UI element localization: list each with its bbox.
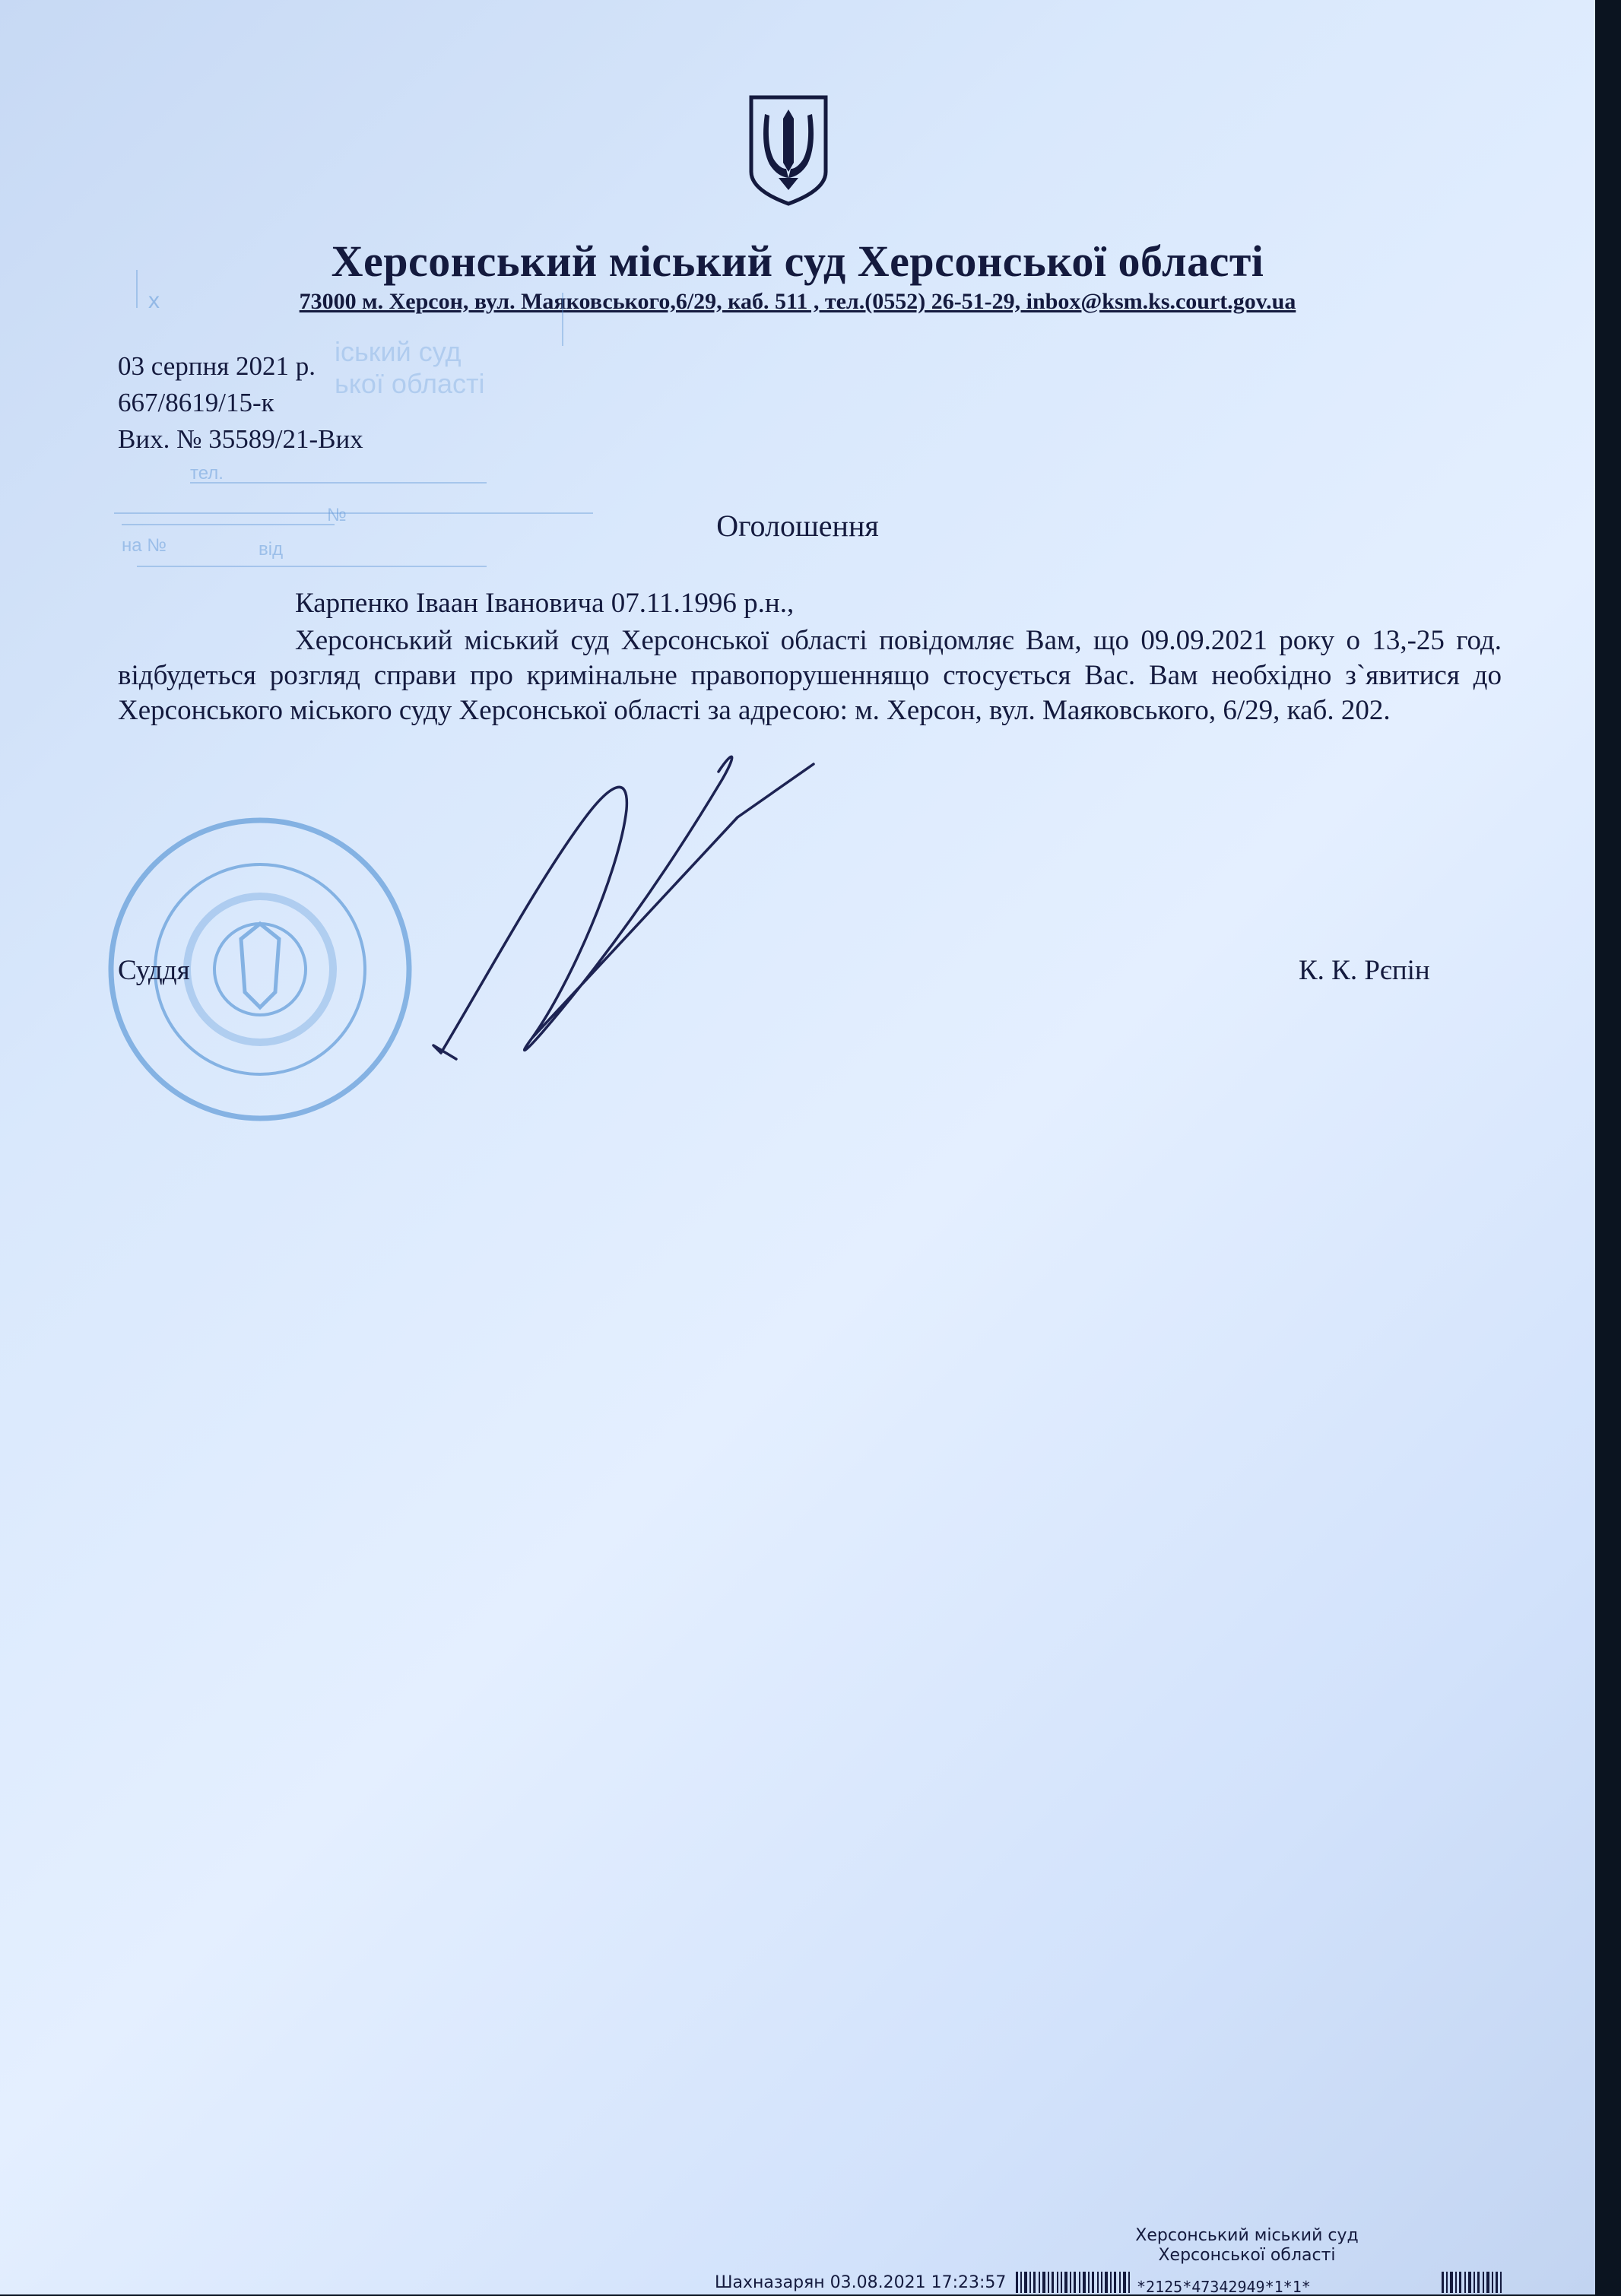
footer-org-line1: Херсонський міський суд bbox=[1135, 2226, 1359, 2245]
svg-text:x: x bbox=[148, 288, 160, 313]
trident-emblem-icon bbox=[747, 93, 830, 207]
signatory-role: Суддя bbox=[118, 955, 190, 986]
notice-body: Херсонський міський суд Херсонської області повідомляє Вам, що 09.09.2021 року о 13,-25 год. відбудеться розгляд справи про кримінальне правопорушеннящо стосується Вас. Вам необхідно з`явитися до Херсонського міського суду Херсонської області за адресою: м. Херсон, вул. Маяковського, 6/29, каб. 202. bbox=[118, 625, 1502, 726]
outgoing-number: Вих. № 35589/21-Вих bbox=[118, 424, 363, 454]
footer-user-stamp: Шахназарян 03.08.2021 17:23:57 bbox=[715, 2273, 1007, 2292]
addressee-line: Карпенко Іваан Івановича 07.11.1996 р.н., bbox=[295, 588, 795, 619]
svg-text:тел.: тел. bbox=[190, 463, 224, 484]
handwritten-signature bbox=[426, 688, 836, 1068]
svg-text:від: від bbox=[259, 539, 284, 560]
svg-text:іський суд: іський суд bbox=[335, 336, 462, 367]
court-address: 73000 м. Херсон, вул. Маяковського,6/29, каб. 511 , тел.(0552) 26-51-29, inbox@ksm.ks.court.gov.ua bbox=[299, 289, 1296, 314]
svg-text:на №: на № bbox=[122, 535, 167, 556]
footer-barcode-code: *2125*47342949*1*1* bbox=[1137, 2278, 1311, 2296]
svg-text:№: № bbox=[327, 505, 347, 525]
case-number: 667/8619/15-к bbox=[118, 388, 274, 417]
signatory-name: К. К. Рєпін bbox=[1299, 955, 1430, 986]
notice-heading: Оголошення bbox=[716, 509, 879, 543]
court-name-heading: Херсонський міський суд Херсонської області bbox=[331, 236, 1264, 286]
document-date: 03 серпня 2021 р. bbox=[118, 351, 316, 381]
svg-text:ької області: ької області bbox=[335, 368, 485, 399]
footer-org-line2: Херсонської області bbox=[1158, 2246, 1336, 2265]
